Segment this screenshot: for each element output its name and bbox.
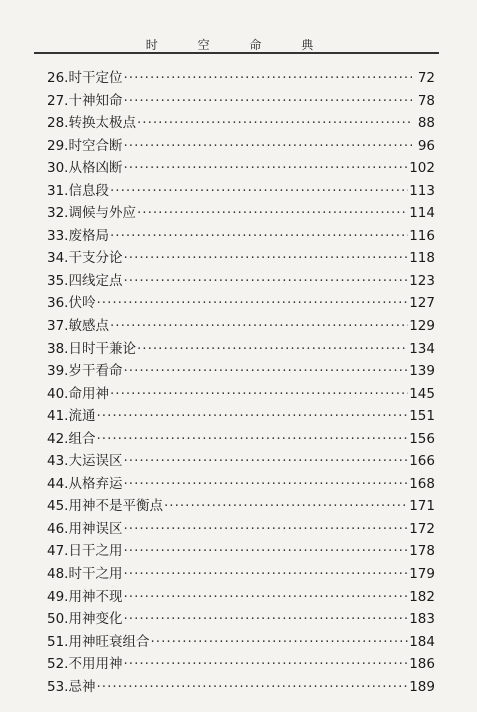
toc-entry — [47, 90, 435, 113]
toc-entry-page: 178 — [409, 543, 435, 560]
toc-dot-leader — [150, 631, 408, 654]
toc-entry-title: 敏感点 — [68, 318, 109, 335]
toc-entry-number: 43. — [47, 453, 69, 470]
toc-entry — [47, 360, 435, 383]
toc-entry-page: 168 — [409, 475, 435, 492]
toc-entry-number: 50. — [47, 611, 69, 628]
toc-dot-leader — [123, 473, 408, 496]
toc-entry-title: 伏呤 — [68, 295, 96, 312]
toc-dot-leader — [123, 360, 408, 383]
toc-entry-title: 转换太极点 — [68, 115, 136, 132]
toc-entry-title: 用神误区 — [68, 520, 123, 537]
toc-entry-number: 26. — [47, 70, 69, 86]
toc-dot-leader — [123, 608, 408, 631]
toc-dot-leader — [123, 563, 408, 586]
toc-entry — [47, 428, 435, 451]
toc-dot-leader — [137, 112, 412, 135]
toc-entry-page: 96 — [417, 137, 435, 154]
toc-entry-title: 四线定点 — [68, 272, 123, 289]
toc-entry-title: 调候与外应 — [68, 205, 136, 222]
toc-entry-number: 32. — [47, 205, 69, 222]
toc-entry-page: 78 — [417, 92, 435, 109]
toc-entry-number: 51. — [47, 633, 69, 650]
toc-dot-leader — [123, 67, 412, 90]
toc-entry-page: 123 — [409, 272, 435, 289]
toc-entry-page: 72 — [417, 70, 435, 86]
toc-entry-number: 45. — [47, 498, 69, 515]
toc-entry — [47, 518, 435, 541]
toc-entry-number: 29. — [47, 137, 69, 154]
toc-entry-number: 34. — [47, 250, 69, 267]
toc-entry-title: 从格凶断 — [68, 160, 123, 177]
toc-entry — [47, 247, 435, 270]
toc-entry-page: 88 — [417, 115, 435, 132]
toc-entry — [47, 67, 435, 90]
toc-dot-leader — [96, 428, 408, 451]
toc-entry — [47, 405, 435, 428]
toc-dot-leader — [96, 292, 408, 315]
toc-dot-leader — [110, 383, 408, 406]
toc-entry-page: 172 — [409, 520, 435, 537]
toc-entry-number: 33. — [47, 227, 69, 244]
toc-dot-leader — [123, 518, 408, 541]
toc-dot-leader — [123, 540, 408, 563]
toc-entry-title: 日干之用 — [68, 543, 123, 560]
toc-dot-leader — [96, 676, 408, 699]
toc-entry-page: 139 — [409, 363, 435, 380]
toc-dot-leader — [123, 450, 408, 473]
running-head: 时 空 命 典 — [145, 38, 332, 52]
toc-entry-number: 52. — [47, 656, 69, 673]
toc-entry-number: 42. — [47, 430, 69, 447]
toc-entry-number: 44. — [47, 475, 69, 492]
toc-entry — [47, 631, 435, 654]
toc-dot-leader — [123, 135, 412, 158]
toc-entry-title: 用神不现 — [68, 588, 123, 605]
toc-entry-number: 46. — [47, 520, 69, 537]
toc-entry-number: 28. — [47, 115, 69, 132]
toc-entry — [47, 563, 435, 586]
toc-entry-page: 118 — [409, 250, 435, 267]
toc-entry — [47, 135, 435, 158]
toc-entry — [47, 383, 435, 406]
toc-entry — [47, 202, 435, 225]
toc-entry-title: 日时干兼论 — [68, 340, 136, 357]
toc-entry-page: 114 — [409, 205, 435, 222]
toc-entry — [47, 473, 435, 496]
toc-entry-page: 183 — [409, 611, 435, 628]
toc-entry-page: 145 — [409, 385, 435, 402]
toc-entry-title: 岁干看命 — [68, 363, 123, 380]
toc-entry — [47, 112, 435, 135]
toc-dot-leader — [123, 90, 412, 113]
toc-entry-title: 不用用神 — [68, 656, 123, 673]
toc-entry-number: 30. — [47, 160, 69, 177]
toc-entry — [47, 676, 435, 699]
toc-entry-page: 129 — [409, 318, 435, 335]
toc-entry-title: 十神知命 — [68, 92, 123, 109]
toc-dot-leader — [164, 495, 408, 518]
toc-entry-page: 179 — [409, 566, 435, 583]
toc-entry — [47, 450, 435, 473]
toc-dot-leader — [123, 157, 408, 180]
toc-entry-title: 用神变化 — [68, 611, 123, 628]
toc-entry-number: 36. — [47, 295, 69, 312]
toc-entry — [47, 157, 435, 180]
toc-dot-leader — [123, 653, 408, 676]
toc-entry-page: 166 — [409, 453, 435, 470]
toc-dot-leader — [110, 180, 408, 203]
toc-entry-page: 134 — [409, 340, 435, 357]
table-of-contents — [47, 67, 435, 698]
toc-entry-title: 组合 — [68, 430, 96, 447]
toc-entry-page: 127 — [409, 295, 435, 312]
toc-entry-number: 38. — [47, 340, 69, 357]
toc-entry — [47, 653, 435, 676]
toc-entry — [47, 292, 435, 315]
toc-entry-number: 37. — [47, 318, 69, 335]
toc-entry-page: 182 — [409, 588, 435, 605]
toc-entry-title: 用神不是平衡点 — [68, 498, 163, 515]
toc-entry — [47, 225, 435, 248]
toc-entry-title: 废格局 — [68, 227, 109, 244]
toc-entry-page: 156 — [409, 430, 435, 447]
toc-entry — [47, 608, 435, 631]
header-rule — [34, 52, 439, 54]
toc-entry-title: 用神旺衰组合 — [68, 633, 150, 650]
toc-entry-page: 189 — [409, 678, 435, 695]
toc-entry-number: 39. — [47, 363, 69, 380]
toc-entry-page: 116 — [409, 227, 435, 244]
toc-entry-number: 31. — [47, 182, 69, 199]
toc-entry-page: 186 — [409, 656, 435, 673]
toc-entry — [47, 495, 435, 518]
toc-dot-leader — [123, 586, 408, 609]
toc-entry-page: 102 — [409, 160, 435, 177]
toc-entry-number: 48. — [47, 566, 69, 583]
toc-entry-page: 151 — [409, 408, 435, 425]
toc-entry — [47, 270, 435, 293]
toc-dot-leader — [137, 338, 408, 361]
toc-entry-title: 命用神 — [68, 385, 109, 402]
toc-entry-page: 113 — [409, 182, 435, 199]
toc-entry-title: 时干定位 — [68, 70, 123, 86]
toc-dot-leader — [123, 247, 408, 270]
toc-dot-leader — [137, 202, 408, 225]
toc-entry-number: 41. — [47, 408, 69, 425]
toc-entry — [47, 586, 435, 609]
toc-entry-number: 27. — [47, 92, 69, 109]
toc-entry — [47, 315, 435, 338]
toc-entry-number: 35. — [47, 272, 69, 289]
toc-entry — [47, 180, 435, 203]
toc-entry-title: 时空合断 — [68, 137, 123, 154]
toc-entry-title: 信息段 — [68, 182, 109, 199]
toc-entry-number: 49. — [47, 588, 69, 605]
toc-dot-leader — [110, 225, 408, 248]
toc-entry-title: 干支分论 — [68, 250, 123, 267]
toc-entry — [47, 338, 435, 361]
toc-entry-number: 40. — [47, 385, 69, 402]
toc-entry-title: 忌神 — [68, 678, 96, 695]
toc-entry-title: 从格弃运 — [68, 475, 123, 492]
toc-entry-title: 流通 — [68, 408, 96, 425]
toc-entry-title: 大运误区 — [68, 453, 123, 470]
toc-dot-leader — [96, 405, 408, 428]
toc-dot-leader — [123, 270, 408, 293]
toc-dot-leader — [110, 315, 408, 338]
toc-entry-number: 47. — [47, 543, 69, 560]
toc-entry — [47, 540, 435, 563]
toc-entry-page: 171 — [409, 498, 435, 515]
toc-entry-page: 184 — [409, 633, 435, 650]
toc-entry-title: 时干之用 — [68, 566, 123, 583]
toc-entry-number: 53. — [47, 678, 69, 695]
